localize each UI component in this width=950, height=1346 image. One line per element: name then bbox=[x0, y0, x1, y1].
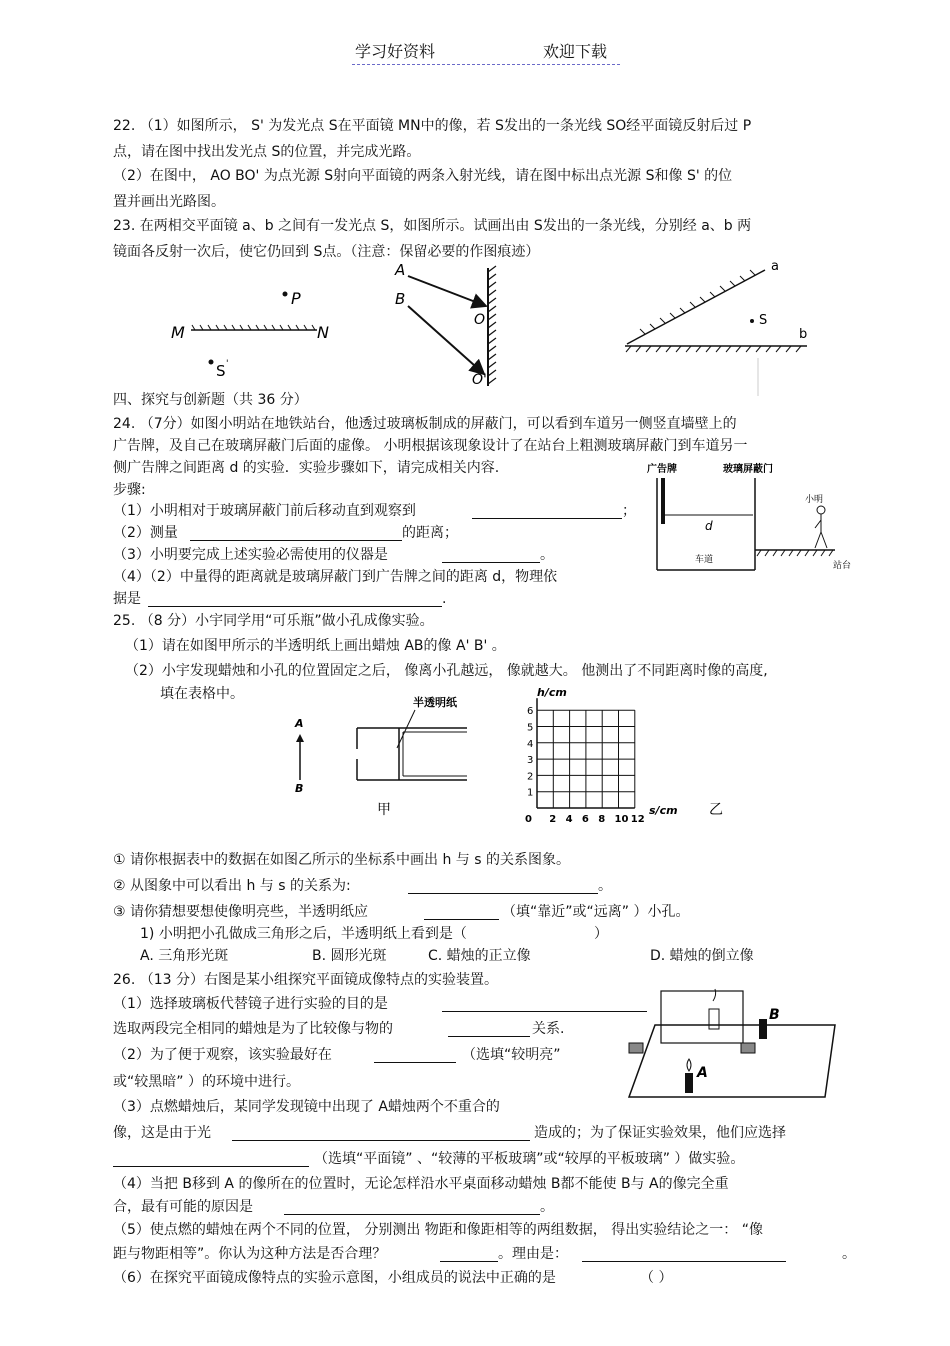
person-leg-right bbox=[821, 532, 827, 548]
label-s-prime-mark: ' bbox=[226, 359, 229, 369]
q25-option-b[interactable]: B. 圆形光斑 bbox=[312, 948, 387, 964]
q25-c2: ② 从图象中可以看出 h 与 s 的关系为: bbox=[113, 878, 351, 894]
label-o: O bbox=[474, 312, 486, 328]
q24-step4-blank[interactable] bbox=[148, 606, 442, 607]
q25-c4: 1) 小明把小孔做成三角形之后，半透明纸上看到是（ bbox=[140, 926, 467, 942]
q22-line3: （2）在图中， AO BO' 为点光源 S射向平面镜的两条入射光线，请在图中标出点光源 S和像 S' 的位 bbox=[113, 168, 733, 184]
candle-image bbox=[709, 1009, 719, 1029]
figure-graph-yi bbox=[515, 684, 725, 829]
mirror-a bbox=[627, 270, 768, 344]
label-n: N bbox=[317, 323, 329, 342]
q22-line4: 置并画出光路图。 bbox=[113, 194, 225, 210]
label-s-prime: S bbox=[216, 362, 226, 380]
candle-a bbox=[685, 1073, 693, 1093]
q25-option-d[interactable]: D. 蜡烛的倒立像 bbox=[650, 948, 754, 964]
person-leg-left bbox=[815, 532, 821, 548]
q25-c2-blank[interactable] bbox=[408, 893, 598, 894]
q26-line3-blank[interactable] bbox=[448, 1036, 530, 1037]
q24-step3-end: 。 bbox=[540, 547, 554, 563]
candle-b bbox=[759, 1019, 767, 1039]
q24-step1-blank[interactable] bbox=[472, 518, 622, 519]
point-p bbox=[283, 292, 288, 297]
q26-line4-blank[interactable] bbox=[374, 1062, 456, 1063]
q26-line7: 像，这是由于光 bbox=[113, 1125, 211, 1141]
x-tick-label: 10 bbox=[614, 814, 629, 825]
q25-line1: 25. （8 分）小宇同学用“可乐瓶”做小孔成像实验。 bbox=[113, 613, 434, 629]
y-tick-label: 3 bbox=[527, 755, 534, 767]
q26-line10-blank[interactable] bbox=[284, 1214, 540, 1215]
person-head bbox=[817, 506, 825, 514]
q24-line2: 广告牌，及自己在玻璃屏蔽门后面的虚像。 小明根据该现象设计了在站台上粗测玻璃屏蔽门到车道另一 bbox=[113, 438, 748, 454]
x-tick-label: 12 bbox=[630, 814, 645, 825]
q26-line13: （6）在探究平面镜成像特点的实验示意图，小组成员的说法中正确的是 bbox=[113, 1270, 556, 1286]
q26-line2: （1）选择玻璃板代替镜子进行实验的目的是 bbox=[113, 996, 388, 1012]
candle-a-flame bbox=[687, 1059, 691, 1071]
x-tick-label: 0 bbox=[525, 814, 532, 825]
y-tick-label: 6 bbox=[527, 706, 534, 718]
q24-step3: （3）小明要完成上述实验必需使用的仪器是 bbox=[113, 547, 388, 563]
label-glass-door: 玻璃屏蔽门 bbox=[723, 464, 773, 475]
q24-step4-cont: 据是 bbox=[113, 591, 141, 607]
q26-line4-end: （选填“较明亮” bbox=[462, 1047, 561, 1063]
figure-mirror-mn bbox=[165, 280, 345, 380]
q25-option-c[interactable]: C. 蜡烛的正立像 bbox=[428, 948, 531, 964]
point-s bbox=[750, 319, 754, 323]
q26-line13-end: （ ） bbox=[640, 1270, 673, 1286]
q23-line1: 23. 在两相交平面镜 a、b 之间有一发光点 S，如图所示。试画出由 S发出的一条光线，分别经 a、b 两 bbox=[113, 218, 752, 234]
label-mirror-a: a bbox=[771, 259, 779, 274]
q26-line12: 距与物距相等”。你认为这种方法是否合理？ bbox=[113, 1246, 387, 1262]
q26-line12-mid: 。理由是： bbox=[498, 1246, 568, 1262]
graph-xlabel: s/cm bbox=[649, 804, 678, 817]
q26-line9: （4）当把 B移到 A 的像所在的位置时，无论怎样沿水平桌面移动蜡烛 B都不能使 B与 A的像完全重 bbox=[113, 1176, 729, 1192]
label-candle-a: A bbox=[295, 717, 304, 730]
label-person: 小明 bbox=[805, 495, 824, 505]
q26-line12-end: 。 bbox=[842, 1246, 856, 1262]
q26-line1: 26. （13 分）右图是某小组探究平面镜成像特点的实验装置。 bbox=[113, 972, 498, 988]
q24-step2-end: 的距离； bbox=[402, 525, 458, 541]
y-tick-label: 2 bbox=[527, 771, 534, 783]
q24-step1: （1）小明相对于玻璃屏蔽门前后移动直到观察到 bbox=[113, 503, 416, 519]
section4-title: 四、探究与创新题（共 36 分） bbox=[113, 392, 308, 408]
q25-c4-end: ） bbox=[594, 926, 608, 942]
q25-line3: （2）小宇发现蜡烛和小孔的位置固定之后， 像离小孔越远， 像就越大。 他测出了不同距离时像的高度, bbox=[125, 663, 768, 679]
table-top bbox=[629, 1025, 835, 1097]
y-tick-label: 4 bbox=[527, 738, 534, 750]
q24-step4-end: . bbox=[442, 591, 447, 607]
label-o-prime: O' bbox=[472, 372, 487, 388]
person-arm bbox=[815, 520, 821, 528]
header-divider bbox=[352, 64, 620, 65]
label-m: M bbox=[171, 323, 185, 342]
label-s: S bbox=[759, 313, 768, 328]
label-track: 车道 bbox=[695, 555, 714, 565]
header-right: 欢迎下载 bbox=[543, 42, 608, 61]
q25-c3-blank[interactable] bbox=[424, 919, 499, 920]
figure-subway bbox=[645, 460, 860, 575]
label-ad-board: 广告牌 bbox=[647, 464, 677, 475]
q26-line7-end: 造成的；为了保证实验效果，他们应选择 bbox=[534, 1125, 786, 1141]
q24-step1-end: ； bbox=[622, 503, 636, 519]
q26-line7-blank[interactable] bbox=[232, 1140, 530, 1141]
q25-line4: 填在表格中。 bbox=[160, 686, 244, 702]
q26-line11: （5）使点燃的蜡烛在两个不同的位置， 分别测出 物距和像距相等的两组数据， 得出实验结论之一： “像 bbox=[113, 1222, 763, 1238]
label-platform: 站台 bbox=[833, 561, 852, 571]
q24-step3-blank[interactable] bbox=[442, 562, 540, 563]
x-tick-label: 2 bbox=[549, 814, 557, 825]
mirror-vertical-hatching bbox=[488, 266, 496, 384]
q24-steps-label: 步骤: bbox=[113, 482, 146, 498]
figure-rays-vertical-mirror bbox=[390, 262, 520, 390]
header-left: 学习好资料 bbox=[355, 42, 436, 61]
q26-line12-blank1[interactable] bbox=[440, 1261, 498, 1262]
ray-bo-prime bbox=[408, 306, 484, 374]
q26-line3-end: 关系. bbox=[532, 1021, 565, 1037]
mirror-a-hatching bbox=[640, 270, 755, 334]
ray-ao bbox=[408, 276, 486, 306]
y-tick-label: 1 bbox=[527, 787, 534, 799]
q25-option-a[interactable]: A. 三角形光斑 bbox=[140, 948, 229, 964]
label-mirror-b: b bbox=[799, 327, 808, 342]
q26-line10: 合，最有可能的原因是 bbox=[113, 1199, 253, 1215]
q24-line1: 24. （7分）如图小明站在地铁站台，他透过玻璃板制成的屏蔽门，可以看到车道另一侧竖直墙壁上的 bbox=[113, 416, 737, 432]
figure-intersecting-mirrors bbox=[615, 258, 815, 400]
label-candle-a: A bbox=[697, 1065, 708, 1081]
q24-step2-blank[interactable] bbox=[190, 540, 402, 541]
ad-board bbox=[661, 478, 665, 524]
q22-line1: 22. （1）如图所示， S' 为发光点 S在平面镜 MN中的像，若 S发出的一条光线 SO经平面镜反射后过 P bbox=[113, 118, 752, 134]
q26-line10-end: 。 bbox=[540, 1199, 554, 1215]
label-translucent-paper: 半透明纸 bbox=[413, 696, 457, 709]
label-p: P bbox=[291, 289, 301, 308]
q26-line4: （2）为了便于观察，该实验最好在 bbox=[113, 1047, 332, 1063]
q25-c3-end: （填“靠近”或“远离” ）小孔。 bbox=[502, 904, 690, 920]
x-tick-label: 8 bbox=[598, 814, 606, 825]
label-candle-b: B bbox=[295, 782, 304, 795]
stand-left bbox=[629, 1043, 643, 1053]
q25-c1: ① 请你根据表中的数据在如图乙所示的坐标系中画出 h 与 s 的关系图象。 bbox=[113, 852, 570, 868]
mirror-b-hatching bbox=[626, 346, 801, 352]
q24-step4: （4）（2）中量得的距离就是玻璃屏蔽门到广告牌之间的距离 d，物理依 bbox=[113, 569, 558, 585]
caption-jia: 甲 bbox=[377, 802, 391, 818]
q26-line2-blank[interactable] bbox=[442, 1011, 647, 1012]
graph-ylabel: h/cm bbox=[537, 686, 567, 699]
point-s-image bbox=[209, 360, 214, 365]
label-b: B bbox=[395, 290, 406, 308]
q26-line8-blank[interactable] bbox=[113, 1166, 309, 1167]
q26-line6: （3）点燃蜡烛后，某同学发现镜中出现了 A蜡烛两个不重合的 bbox=[113, 1099, 500, 1115]
x-tick-label: 6 bbox=[581, 814, 589, 825]
stand-right bbox=[741, 1043, 755, 1053]
caption-yi: 乙 bbox=[709, 802, 723, 818]
q22-line2: 点，请在图中找出发光点 S的位置，并完成光路。 bbox=[113, 144, 421, 160]
q24-line3: 侧广告牌之间距离 d 的实验．实验步骤如下，请完成相关内容. bbox=[113, 460, 500, 476]
q25-line2: （1）请在如图甲所示的半透明纸上画出蜡烛 AB的像 A' B' 。 bbox=[125, 638, 506, 654]
x-tick-label: 4 bbox=[565, 814, 573, 825]
figure-pinhole-jia bbox=[285, 692, 475, 820]
label-a: A bbox=[395, 262, 406, 279]
label-d: d bbox=[705, 519, 713, 533]
q23-line2: 镜面各反射一次后，使它仍回到 S点。（注意：保留必要的作图痕迹） bbox=[113, 244, 540, 260]
y-tick-label: 5 bbox=[527, 722, 534, 734]
figure-mirror-apparatus bbox=[625, 985, 855, 1105]
q26-line5: 或“较黑暗” ）的环境中进行。 bbox=[113, 1074, 300, 1090]
q25-c2-end: 。 bbox=[598, 878, 612, 894]
q25-c3: ③ 请你猜想要想使像明亮些，半透明纸应 bbox=[113, 904, 368, 920]
q26-line8-end: （选填“平面镜” 、“较薄的平板玻璃”或“较厚的平板玻璃” ）做实验。 bbox=[314, 1151, 745, 1167]
platform-hatching bbox=[757, 550, 833, 556]
q26-line3: 选取两段完全相同的蜡烛是为了比较像与物的 bbox=[113, 1021, 393, 1037]
q26-line12-blank2[interactable] bbox=[582, 1261, 786, 1262]
q24-step2: （2）测量 bbox=[113, 525, 178, 541]
candle-arrow bbox=[296, 734, 304, 742]
label-candle-b: B bbox=[769, 1007, 780, 1023]
glass-plate bbox=[661, 991, 743, 1043]
